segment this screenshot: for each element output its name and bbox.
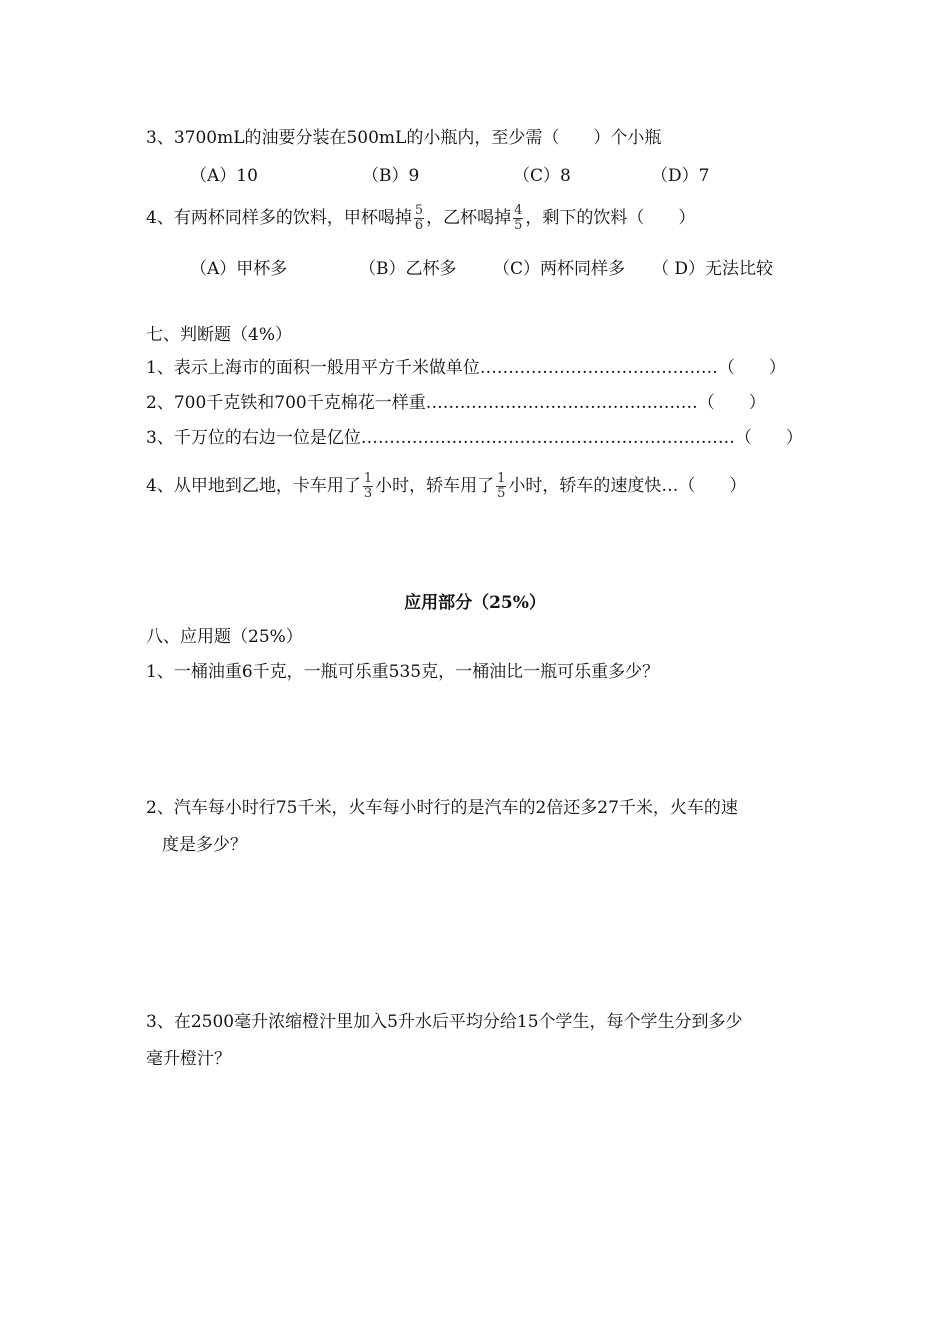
application-heading: 应用部分（25%） (404, 593, 546, 613)
mc-q3-option-a: （A）10 (190, 166, 258, 186)
fraction-numerator: 5 (414, 203, 424, 218)
fraction-five-sixths (414, 204, 424, 233)
mc-q4-text-mid: ，乙杯喝掉 (426, 208, 512, 228)
fraction-denominator: 5 (514, 218, 523, 233)
judge-q4-text-post: 小时，轿车的速度快…（ ） (508, 476, 747, 496)
application-question-2-line-2: 度是多少？ (162, 835, 247, 855)
judge-section-title: 七、判断题（4%） (146, 325, 292, 345)
fraction-numerator: 1 (497, 471, 506, 486)
fraction-one-fifth (496, 472, 506, 501)
mc-q3-option-b: （B）9 (362, 166, 420, 186)
fraction-one-third (363, 472, 373, 501)
application-question-1: 1、一桶油重6千克，一瓶可乐重535克，一桶油比一瓶可乐重多少？ (146, 662, 660, 682)
mc-q4-option-c: （C）两杯同样多 (493, 259, 626, 279)
mc-question-3: 3、3700mL的油要分装在500mL的小瓶内，至少需（ ）个小瓶 (146, 128, 662, 148)
fraction-numerator: 1 (363, 471, 373, 486)
application-question-3-line-1: 3、在2500毫升浓缩橙汁里加入5升水后平均分给15个学生，每个学生分到多少 (146, 1012, 743, 1032)
judge-question-4 (146, 472, 746, 501)
fraction-numerator: 4 (514, 203, 523, 218)
judge-question-1: 1、表示上海市的面积一般用平方千米做单位……………………………………（ ） (146, 358, 786, 378)
fraction-denominator: 5 (497, 486, 506, 501)
mc-q3-option-c: （C）8 (513, 166, 571, 186)
mc-q4-option-d: （ D）无法比较 (652, 259, 774, 279)
judge-q4-text-mid: 小时，轿车用了 (375, 476, 495, 496)
fraction-denominator: 6 (414, 218, 424, 233)
mc-q3-option-d: （D）7 (651, 166, 710, 186)
mc-q4-option-b: （B）乙杯多 (359, 259, 457, 279)
judge-question-3: 3、千万位的右边一位是亿位…………………………………………………………（ ） (146, 428, 803, 448)
mc-q4-text-post: ，剩下的饮料（ ） (525, 208, 696, 228)
judge-question-2: 2、700千克铁和700千克棉花一样重…………………………………………（ ） (146, 393, 766, 413)
fraction-denominator: 3 (363, 486, 373, 501)
application-section-title: 八、应用题（25%） (146, 627, 303, 647)
mc-q4-option-a: （A）甲杯多 (190, 259, 288, 279)
mc-q4-text-pre: 4、有两杯同样多的饮料，甲杯喝掉 (146, 208, 412, 228)
mc-question-4 (146, 204, 695, 233)
judge-q4-text-pre: 4、从甲地到乙地，卡车用了 (146, 476, 361, 496)
fraction-four-fifths (513, 204, 523, 233)
application-question-3-line-2: 毫升橙汁？ (146, 1049, 231, 1069)
application-question-2-line-1: 2、汽车每小时行75千米，火车每小时行的是汽车的2倍还多27千米，火车的速 (146, 798, 738, 818)
